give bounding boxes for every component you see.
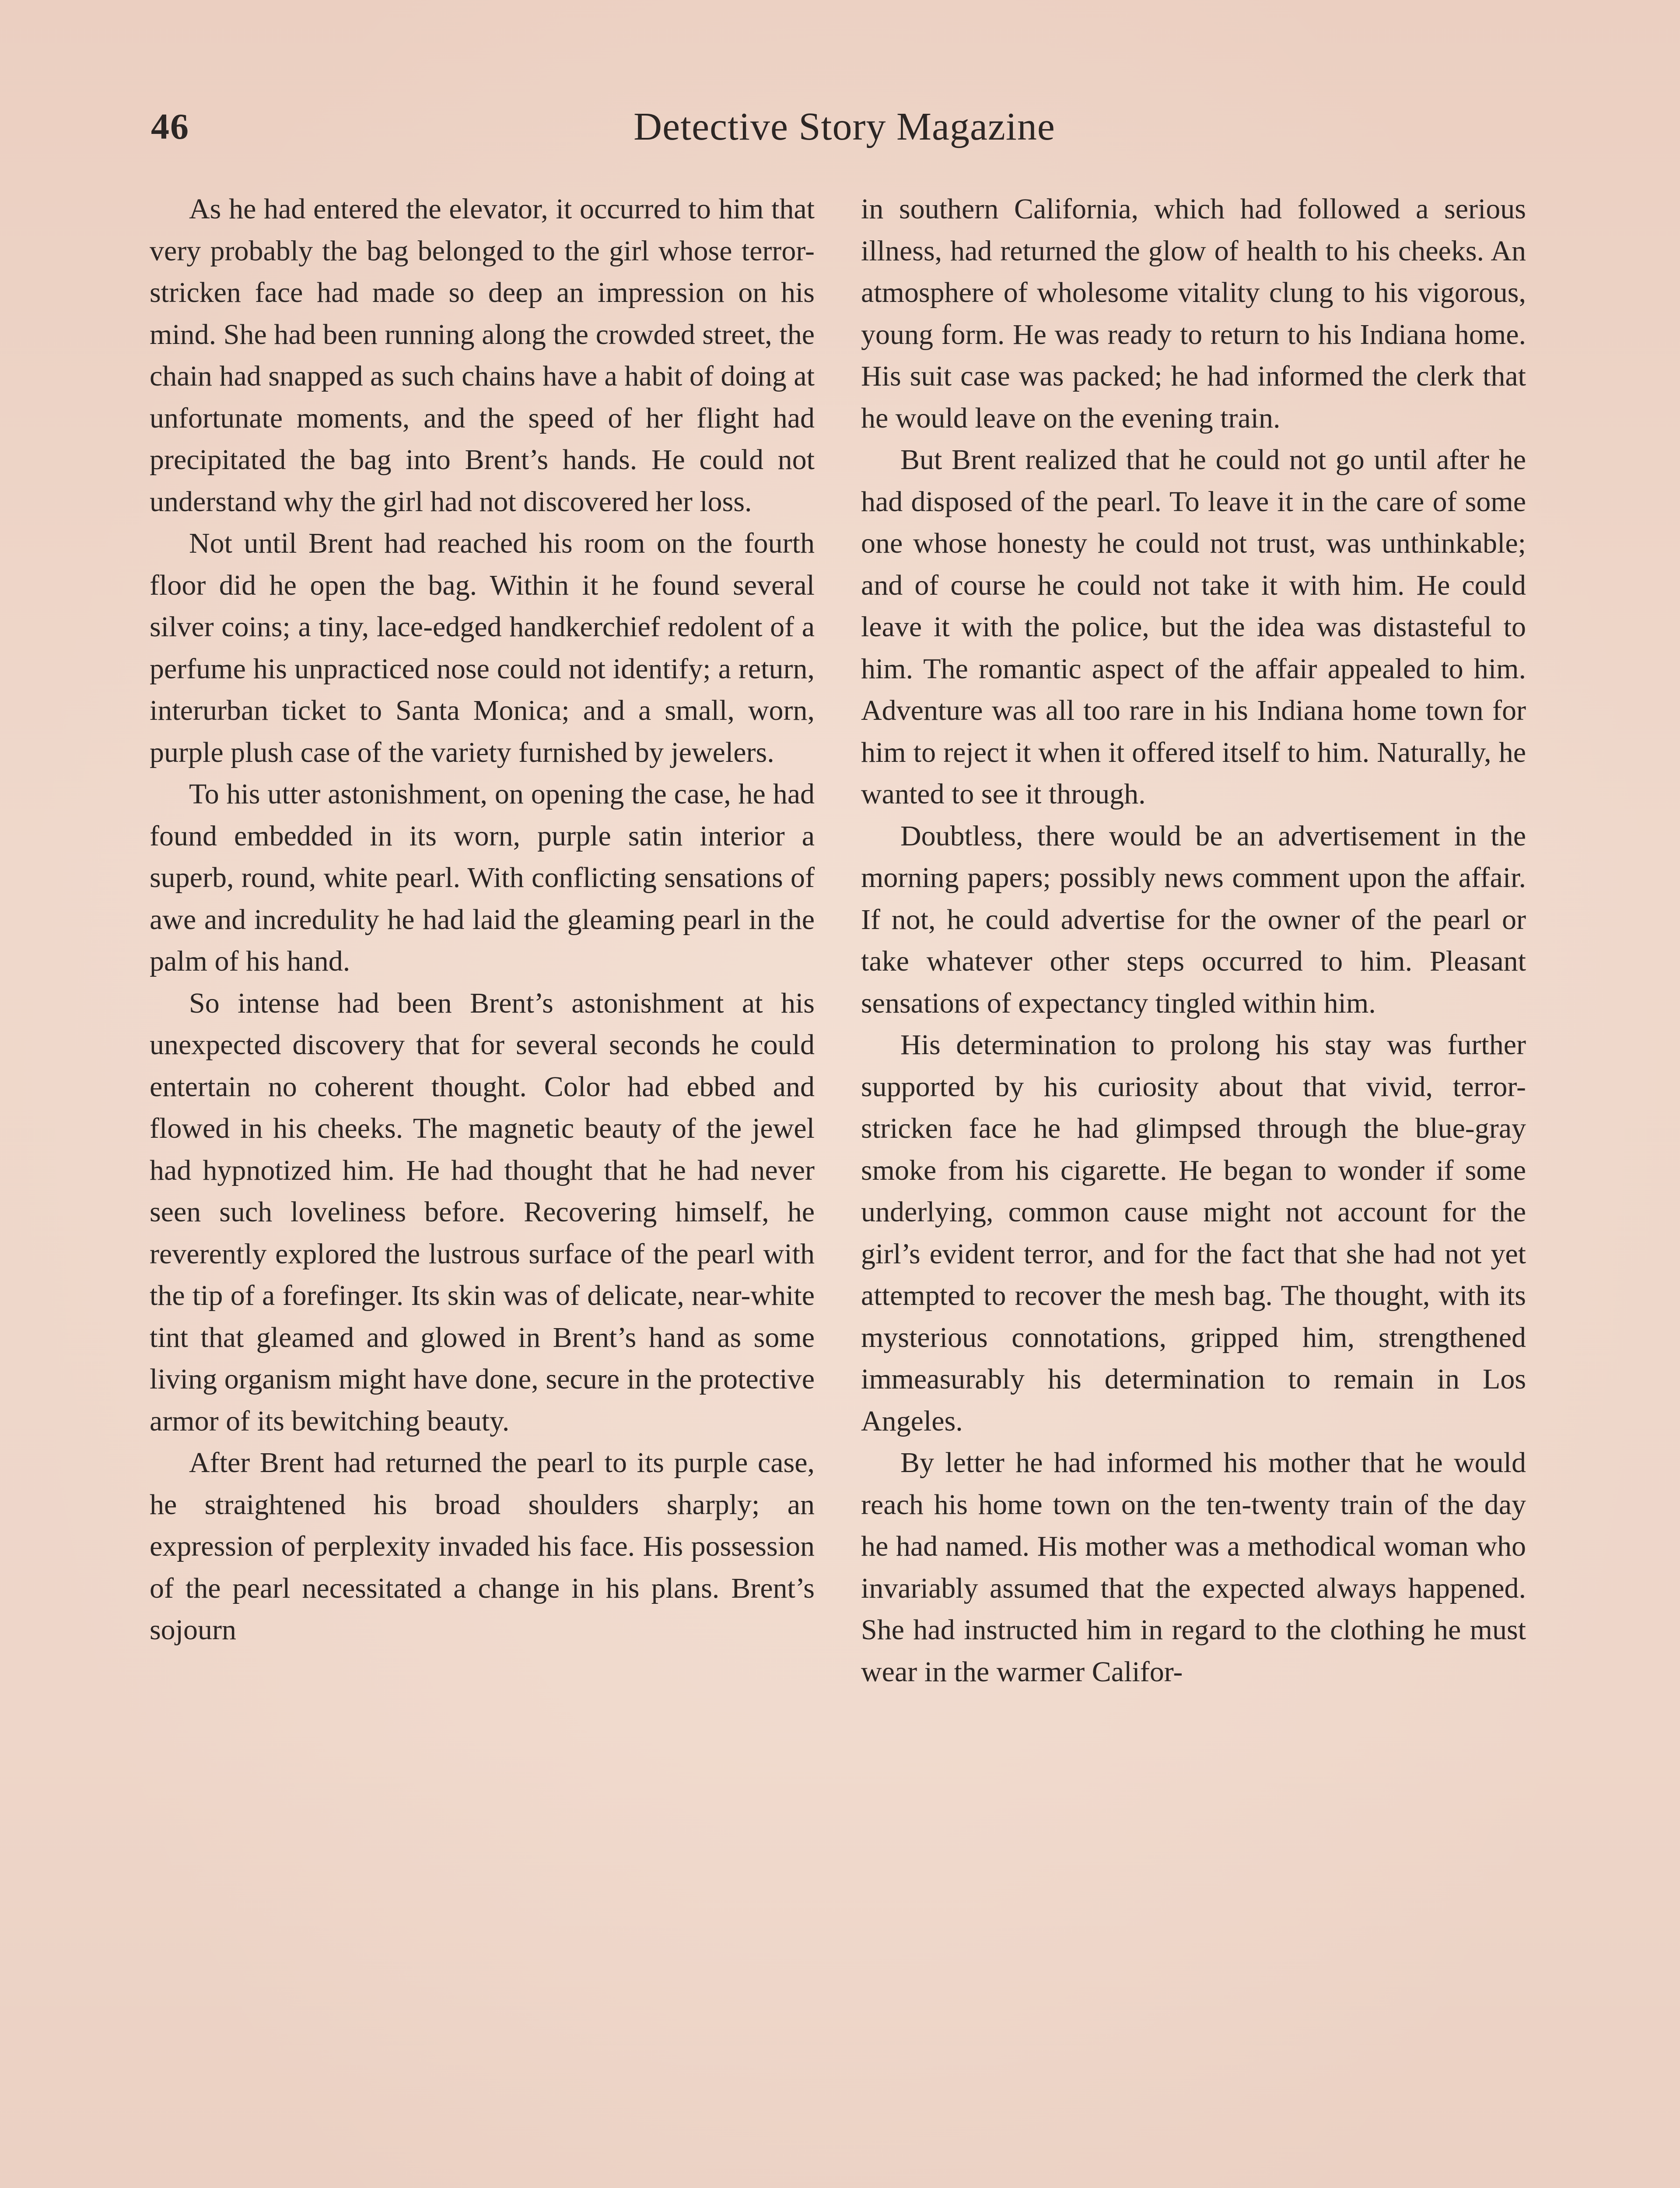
left-column [150,188,815,1651]
paragraph: So intense had been Brent’s astonishment at his unexpected discovery that for several seconds he could entertain no coherent thought. Color had ebbed and flowed in his cheeks. The magnetic beauty of the jewel had hypnotized him. He had thought that he had never seen such loveliness before. Recovering himself, he reverently explored the lustrous surface of the pearl with the tip of a forefinger. Its skin was of delicate, near-white tint that gleamed and glowed in Brent’s hand as some living organism might have done, secure in the protective armor of its bewitching beauty. [150,987,815,1437]
paragraph: By letter he had informed his mother that he would reach his home town on the ten-twenty train of the day he had named. His mother was a methodical woman who invariably assumed that the expected always happened. She had instructed him in regard to the clothing he must wear in the warmer Califor- [861,1447,1526,1688]
paragraph: As he had entered the elevator, it occurred to him that very probably the bag belonged to the girl whose terror-stricken face had made so deep an impression on his mind. She had been running along the crowded street, the chain had snapped as such chains have a habit of doing at unfortunate moments, and the speed of her flight had precipitated the bag into Brent’s hands. He could not understand why the girl had not discovered her loss. [150,193,815,518]
running-head: Detective Story Magazine [634,105,1055,148]
paragraph: His determination to prolong his stay was further supported by his curiosity about that vivid, terror-stricken face he had glimpsed through the blue-gray smoke from his cigarette. He began to wonder if some underlying, common cause might not account for the girl’s evident terror, and for the fact that she had not yet attempted to recover the mesh bag. The thought, with its mysterious connotations, gripped him, strengthened immeasurably his determination to remain in Los Angeles. [861,1029,1526,1437]
paragraph: After Brent had returned the pearl to its purple case, he straightened his broad shoulders sharply; an expression of perplexity invaded his face. His possession of the pearl necessitated a change in his plans. Brent’s sojourn [150,1447,815,1646]
right-column [861,188,1526,1693]
paragraph: To his utter astonishment, on opening the case, he had found embedded in its worn, purple satin interior a superb, round, white pearl. With conflicting sensations of awe and incredulity he had laid the gleaming pearl in the palm of his hand. [150,778,815,977]
paragraph: But Brent realized that he could not go until after he had disposed of the pearl. To leave it in the care of some one whose honesty he could not trust, was unthinkable; and of course he could not take it with him. He could leave it with the police, but the idea was distasteful to him. The romantic aspect of the affair appealed to him. Adventure was all too rare in his Indiana home town for him to reject it when it offered itself to him. Naturally, he wanted to see it through. [861,444,1526,810]
page-header [151,103,1538,160]
paragraph-continued: in southern California, which had followed a serious illness, had returned the glow of health to his cheeks. An atmosphere of wholesome vitality clung to his vigorous, young form. He was ready to return to his Indiana home. His suit case was packed; he had informed the clerk that he would leave on the evening train. [861,193,1526,434]
page-number: 46 [151,106,189,147]
paragraph: Doubtless, there would be an advertisement in the morning papers; possibly news comment upon the affair. If not, he could advertise for the owner of the pearl or take whatever other steps occurred to him. Pleasant sensations of expectancy tingled within him. [861,820,1526,1019]
paragraph: Not until Brent had reached his room on the fourth floor did he open the bag. Within it he found several silver coins; a tiny, lace-edged handkerchief redolent of a perfume his unpracticed nose could not identify; a return, interurban ticket to Santa Monica; and a small, worn, purple plush case of the variety furnished by jewelers. [150,527,815,768]
